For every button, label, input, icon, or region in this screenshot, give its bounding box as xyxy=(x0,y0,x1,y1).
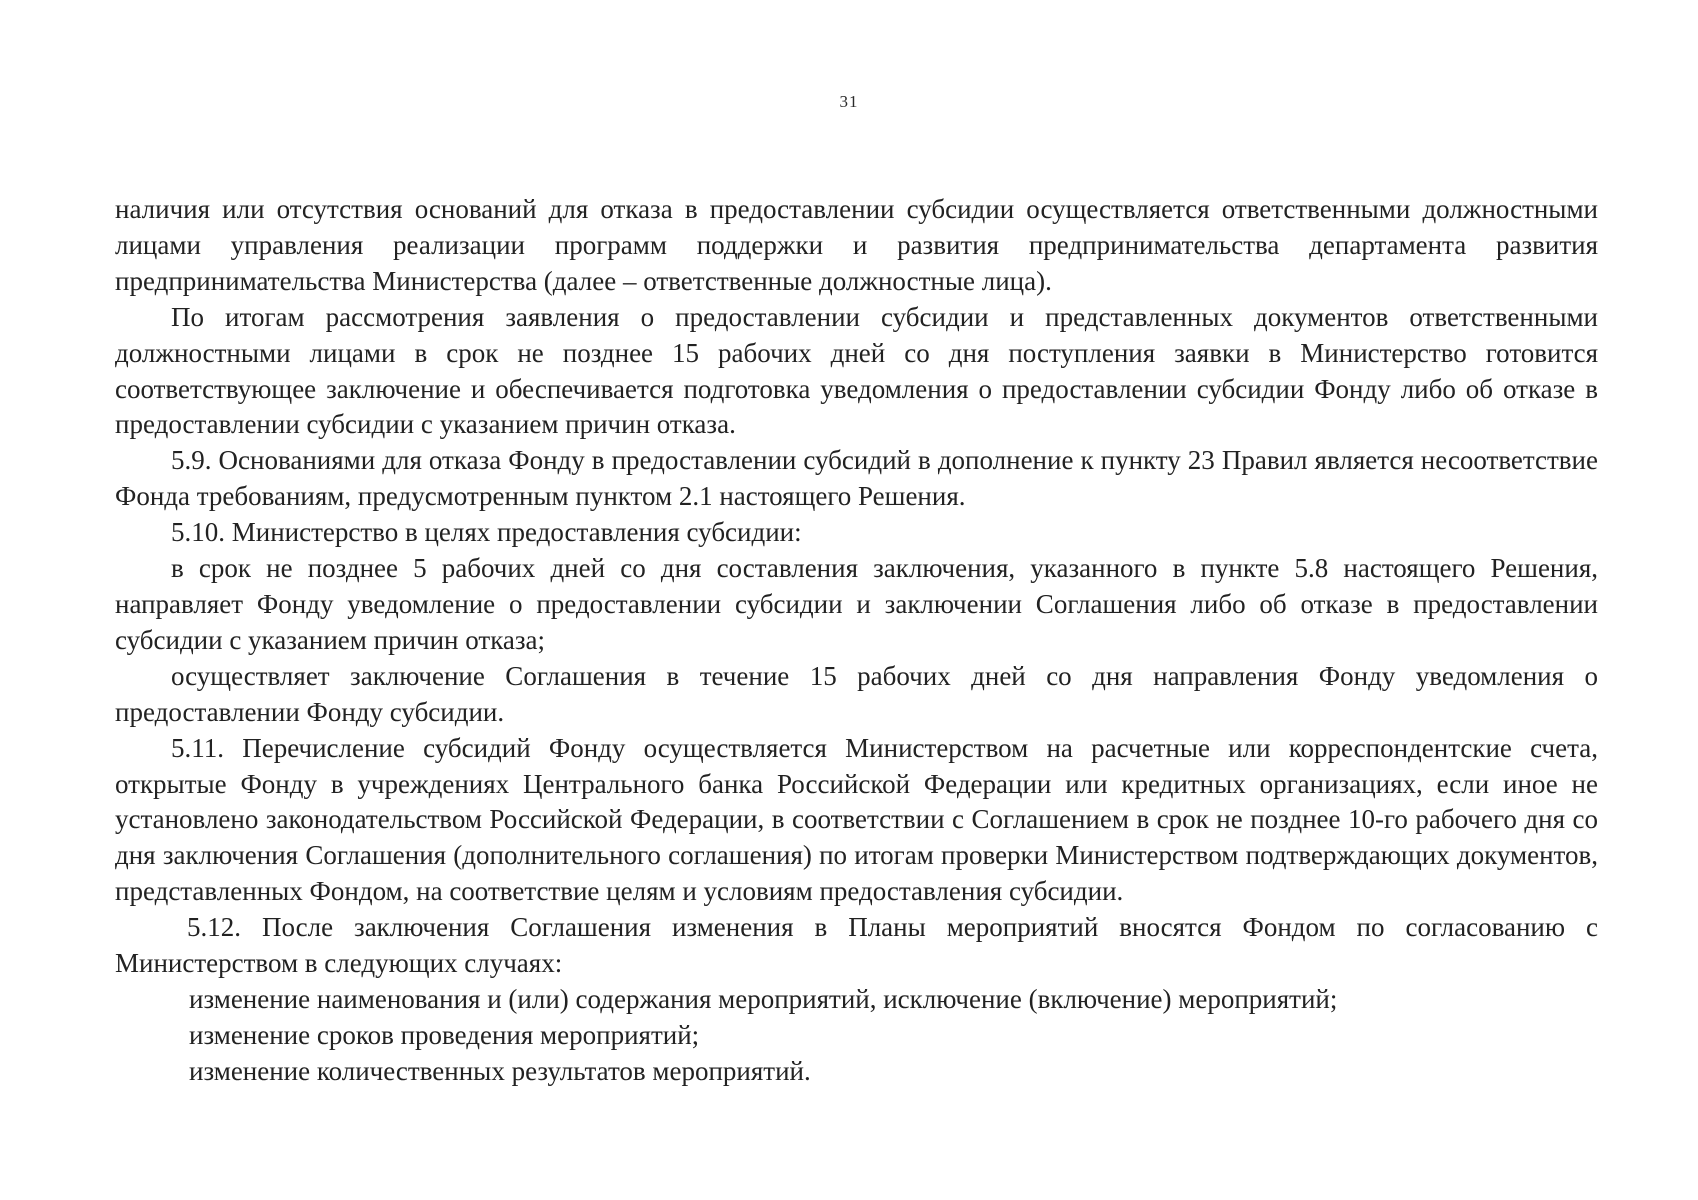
paragraph-5-10-notice: в срок не позднее 5 рабочих дней со дня составления заключения, указанного в пункте 5.8 настоящего Решения, направляет Фонду уведомление о предоставлении субсидии и заключении Соглашения либо об отказе в предоставлении субсидии с указанием причин отказа; xyxy=(115,553,1598,655)
paragraph-5-9: 5.9. Основаниями для отказа Фонду в предоставлении субсидий в дополнение к пункту 23 Правил является несоответствие Фонда требованиям, предусмотренным пунктом 2.1 настоящего Решения. xyxy=(115,445,1598,512)
paragraph-continuation: наличия или отсутствия оснований для отказа в предоставлении субсидии осуществляется ответственными должностными лицами управления реализации программ поддержки и развития предпринимательства департамента развития предпринимательства Министерства (далее – ответственные должностные лица). xyxy=(115,194,1598,296)
paragraph-review-results: По итогам рассмотрения заявления о предоставлении субсидии и представленных документов ответственными должностными лицами в срок не позднее 15 рабочих дней со дня поступления заявки в Министерство готовится соответствующее заключение и обеспечивается подготовка уведомления о предоставлении субсидии Фонду либо об отказе в предоставлении субсидии с указанием причин отказа. xyxy=(115,301,1598,440)
list-item-name-change: изменение наименования и (или) содержания мероприятий, исключение (включение) мероприятий; xyxy=(189,983,1338,1014)
page-number: 31 xyxy=(839,92,859,111)
paragraph-5-10: 5.10. Министерство в целях предоставления субсидии: xyxy=(171,517,802,548)
paragraph-5-11: 5.11. Перечисление субсидий Фонду осуществляется Министерством на расчетные или корреспондентские счета, открытые Фонду в учреждениях Центрального банка Российской Федерации или кредитных организациях, если иное не установлено законодательством Российской Федерации, в соответствии с Соглашением в срок не позднее 10-го рабочего дня со дня заключения Соглашения (дополнительного соглашения) по итогам проверки Министерством подтверждающих документов, представленных Фондом, на соответствие целям и условиям предоставления субсидии. xyxy=(115,732,1598,907)
list-item-results-change: изменение количественных результатов мероприятий. xyxy=(189,1055,811,1086)
document-body xyxy=(115,192,1598,1090)
list-item-deadline-change: изменение сроков проведения мероприятий; xyxy=(189,1019,700,1050)
paragraph-5-10-agreement: осуществляет заключение Соглашения в течение 15 рабочих дней со дня направления Фонду уведомления о предоставлении Фонду субсидии. xyxy=(115,660,1598,727)
paragraph-5-12: 5.12. После заключения Соглашения изменения в Планы мероприятий вносятся Фондом по согласованию с Министерством в следующих случаях: xyxy=(115,912,1598,979)
